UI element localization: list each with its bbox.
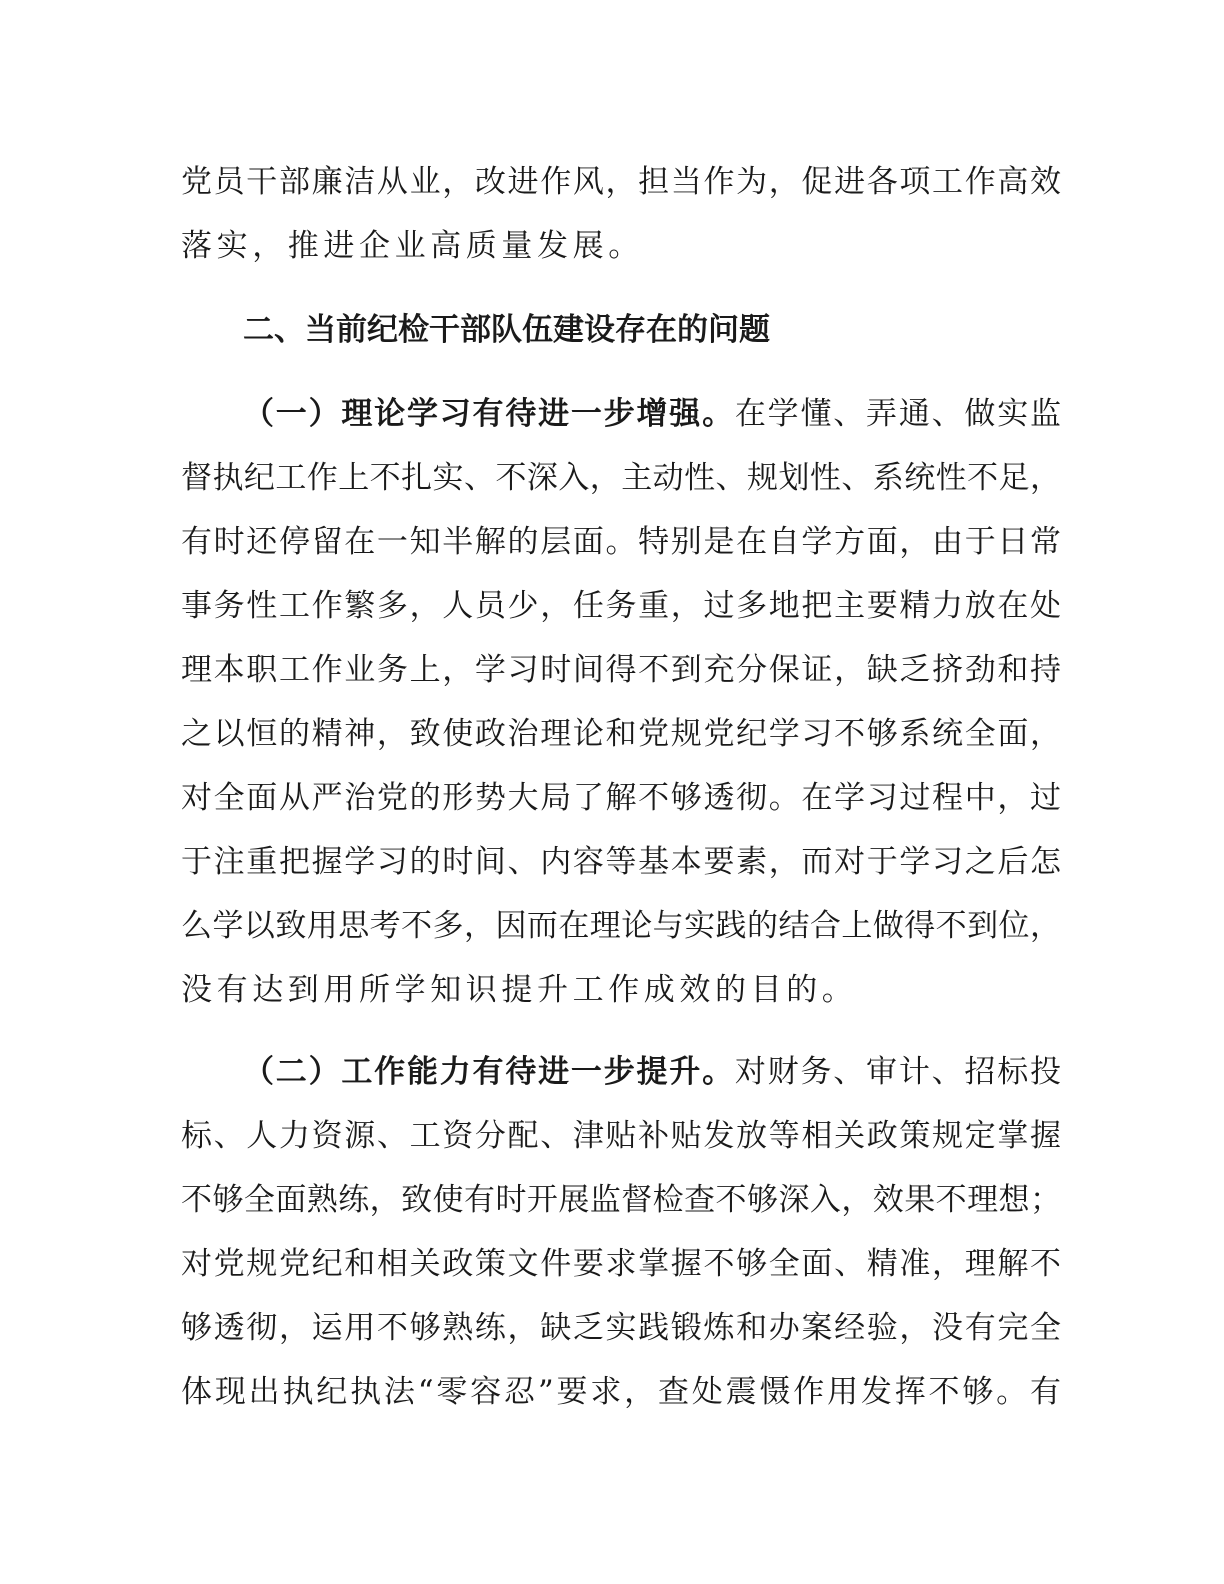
paragraph-line: 落实，推进企业高质量发展。 [181, 228, 644, 264]
paragraph-line: 于注重把握学习的时间、内容等基本要素，而对于学习之后怎 [181, 844, 1061, 880]
paragraph-line: 体现出执纪执法“零容忍”要求，查处震慑作用发挥不够。有 [181, 1374, 1061, 1410]
paragraph-line: 之以恒的精神，致使政治理论和党规党纪学习不够系统全面， [181, 716, 1061, 752]
item2-first-line-text: 对财务、审计、招标投 [734, 1054, 1061, 1090]
paragraph-line: 党员干部廉洁从业，改进作风，担当作为，促进各项工作高效 [181, 164, 1061, 200]
paragraph-line: 有时还停留在一知半解的层面。特别是在自学方面，由于日常 [181, 524, 1061, 560]
paragraph-line: 对全面从严治党的形势大局了解不够透彻。在学习过程中，过 [181, 780, 1061, 816]
section-heading: 二、当前纪检干部队伍建设存在的问题 [243, 312, 770, 348]
paragraph-line: 没有达到用所学知识提升工作成效的目的。 [181, 972, 858, 1008]
item2-lead: （二）工作能力有待进一步提升。 [243, 1054, 735, 1090]
paragraph-line: 对党规党纪和相关政策文件要求掌握不够全面、精准，理解不 [181, 1246, 1061, 1282]
item2-first-line [243, 1052, 1061, 1092]
paragraph-line: 么学以致用思考不多，因而在理论与实践的结合上做得不到位， [181, 908, 1061, 944]
item1-first-line [243, 394, 1061, 434]
paragraph-line: 够透彻，运用不够熟练，缺乏实践锻炼和办案经验，没有完全 [181, 1310, 1061, 1346]
item1-first-line-text: 在学懂、弄通、做实监 [734, 396, 1061, 432]
paragraph-line: 督执纪工作上不扎实、不深入，主动性、规划性、系统性不足， [181, 460, 1061, 496]
paragraph-line: 事务性工作繁多，人员少，任务重，过多地把主要精力放在处 [181, 588, 1061, 624]
paragraph-line: 标、人力资源、工资分配、津贴补贴发放等相关政策规定掌握 [181, 1118, 1061, 1154]
paragraph-line: 理本职工作业务上，学习时间得不到充分保证，缺乏挤劲和持 [181, 652, 1061, 688]
paragraph-line: 不够全面熟练，致使有时开展监督检查不够深入，效果不理想； [181, 1182, 1061, 1218]
item1-lead: （一）理论学习有待进一步增强。 [243, 396, 735, 432]
